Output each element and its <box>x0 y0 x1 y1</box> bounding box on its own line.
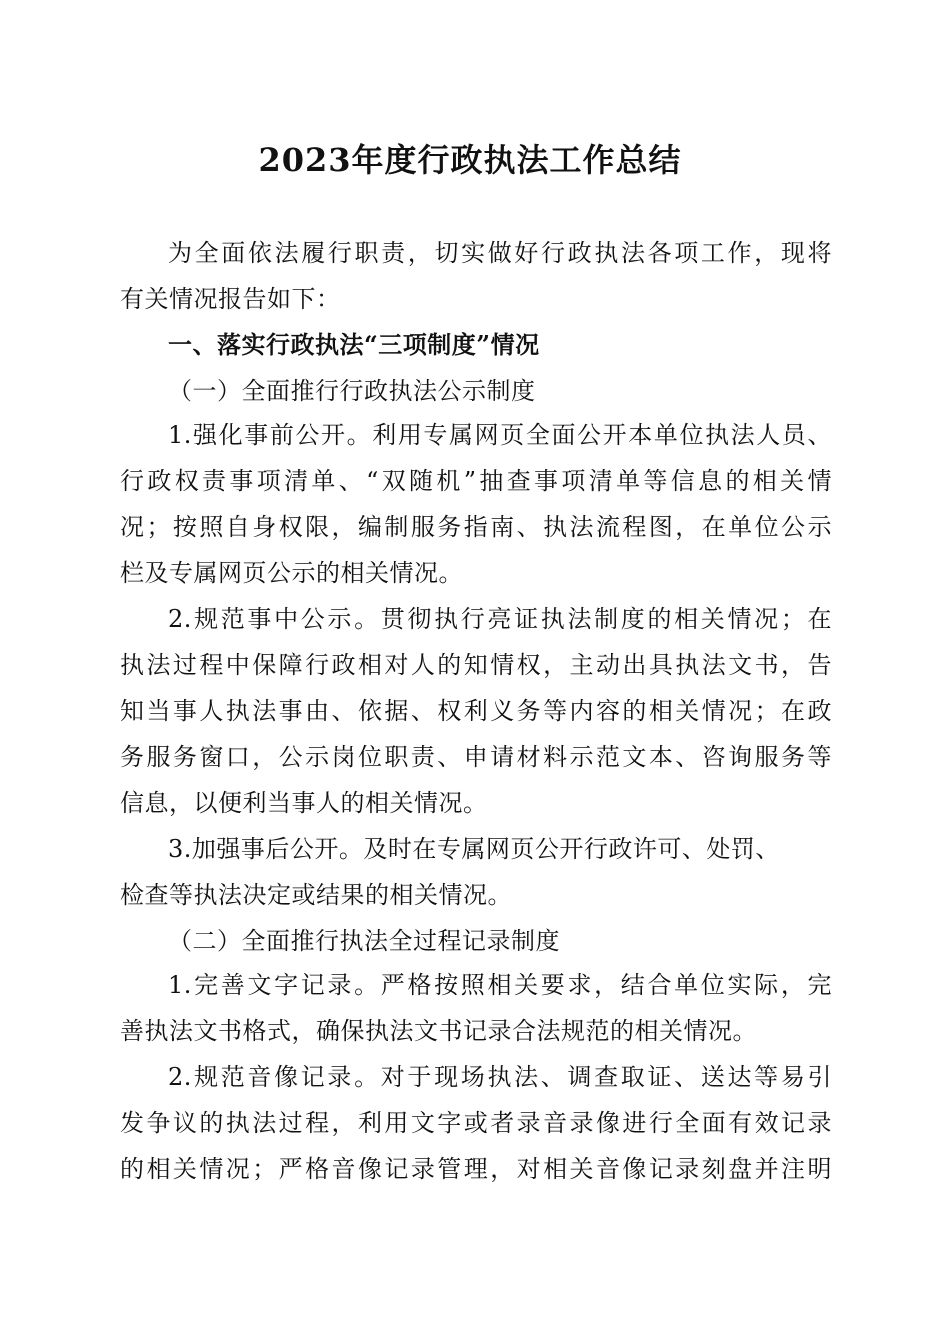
item-3-line-1: 3.加强事后公开。及时在专属网页公开行政许可、处罚、 <box>168 835 780 863</box>
item-4-line-1: 1.完善文字记录。严格按照相关要求，结合单位实际，完 <box>168 971 832 999</box>
item-1-line-3: 况；按照自身权限，编制服务指南、执法流程图，在单位公示 <box>120 513 832 541</box>
item-5-line-3: 的相关情况；严格音像记录管理，对相关音像记录刻盘并注明 <box>120 1155 832 1183</box>
item-3-line-2: 检查等执法决定或结果的相关情况。 <box>120 881 512 909</box>
item-2-line-4: 务服务窗口，公示岗位职责、申请材料示范文本、咨询服务等 <box>120 743 832 771</box>
item-5-line-1: 2.规范音像记录。对于现场执法、调查取证、送达等易引 <box>168 1063 832 1091</box>
document-title: 2023年度行政执法工作总结 <box>258 141 682 179</box>
item-1-line-2: 行政权责事项清单、“双随机”抽查事项清单等信息的相关情 <box>120 467 832 495</box>
item-4-line-2: 善执法文书格式，确保执法文书记录合法规范的相关情况。 <box>120 1017 757 1045</box>
item-2-line-2: 执法过程中保障行政相对人的知情权，主动出具执法文书，告 <box>120 651 832 679</box>
item-2-line-3: 知当事人执法事由、依据、权利义务等内容的相关情况；在政 <box>120 697 832 725</box>
subsection-heading-2: （二）全面推行执法全过程记录制度 <box>168 927 560 955</box>
item-1-line-1: 1.强化事前公开。利用专属网页全面公开本单位执法人员、 <box>168 421 832 449</box>
paragraph-intro-line-2: 有关情况报告如下： <box>120 285 341 313</box>
section-heading-1: 一、落实行政执法“三项制度”情况 <box>168 330 540 359</box>
item-5-line-2: 发争议的执法过程，利用文字或者录音录像进行全面有效记录 <box>120 1109 832 1137</box>
paragraph-intro-line-1: 为全面依法履行职责，切实做好行政执法各项工作，现将 <box>168 239 832 267</box>
subsection-heading-1: （一）全面推行行政执法公示制度 <box>168 377 536 405</box>
item-2-line-5: 信息，以便利当事人的相关情况。 <box>120 789 488 817</box>
item-2-line-1: 2.规范事中公示。贯彻执行亮证执法制度的相关情况；在 <box>168 605 832 633</box>
item-1-line-4: 栏及专属网页公示的相关情况。 <box>120 559 463 587</box>
